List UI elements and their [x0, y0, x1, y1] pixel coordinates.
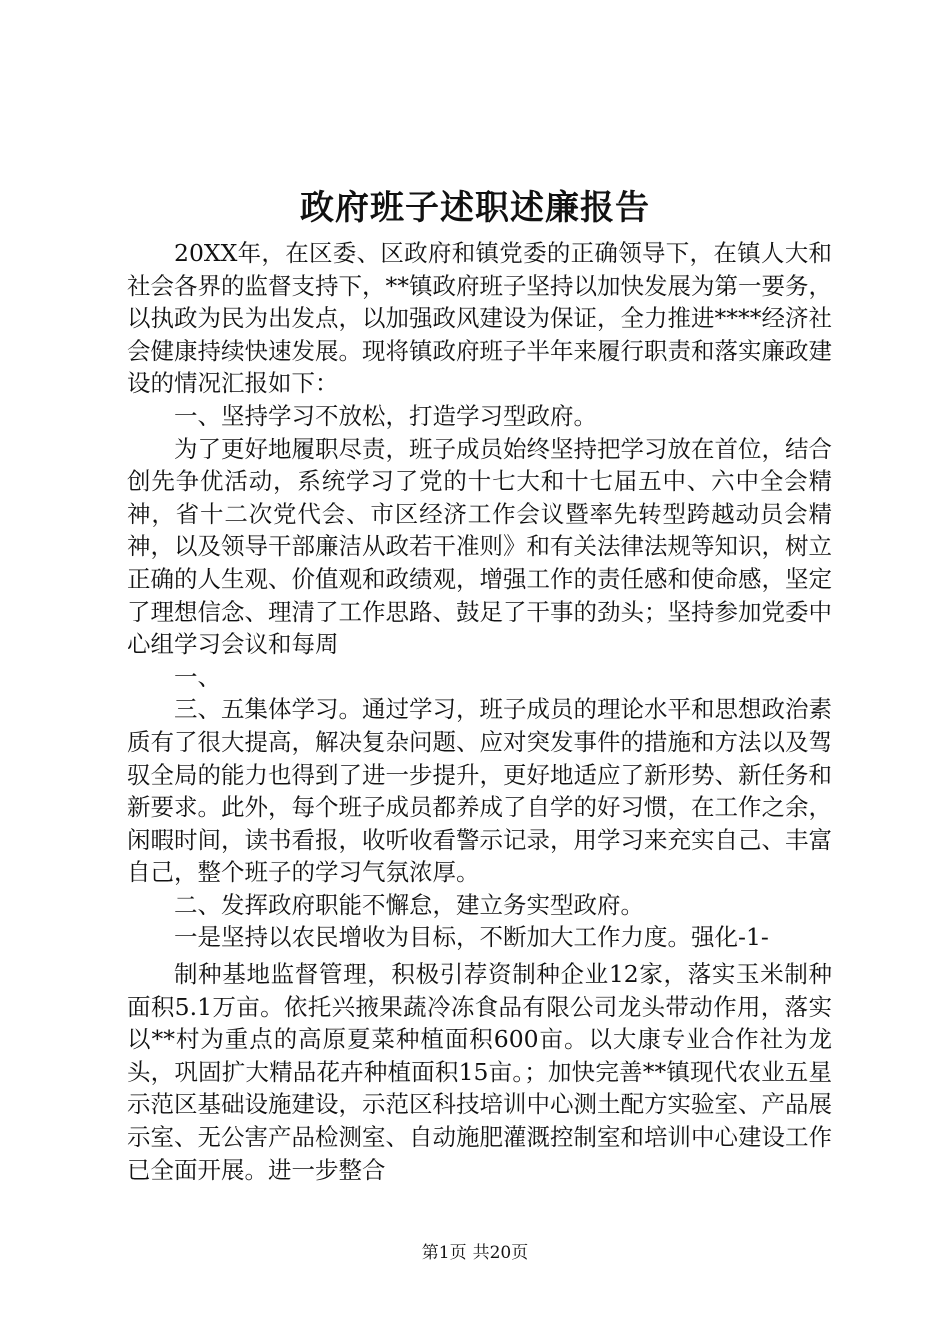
- paragraph-fragment: 一、: [174, 662, 221, 691]
- body-text-section-1: [127, 237, 832, 954]
- section-heading-2: 二、发挥政府职能不懈怠，建立务实型政府。: [174, 890, 644, 919]
- paragraph-study: 为了更好地履职尽责，班子成员始终坚持把学习放在首位，结合创先争优活动，系统学习了党的十七大和十七届五中、六中全会精神，省十二次党代会、市区经济工作会议暨率先转型跨越动员会精神，以及领导干部廉洁从政若干准则》和有关法律法规等知识，树立正确的人生观、价值观和政绩观，增强工作的责任感和使命感，坚定了理想信念、理清了工作思路、鼓足了干事的劲头；坚持参加党委中心组学习会议和每周: [127, 434, 832, 659]
- body-text-section-2: [127, 958, 832, 1186]
- page-footer: [0, 1241, 950, 1265]
- paragraph-collective-study: 三、五集体学习。通过学习，班子成员的理论水平和思想政治素质有了很大提高，解决复杂问题、应对突发事件的措施和方法以及驾驭全局的能力也得到了进一步提升，更好地适应了新形势、新任务和新要求。此外，每个班子成员都养成了自学的好习惯，在工作之余，闲暇时间，读书看报，收听收看警示记录，用学习来充实自己、丰富自己，整个班子的学习气氛浓厚。: [127, 695, 832, 887]
- page-number: 第1页: [421, 1243, 467, 1263]
- page-total: 共20页: [472, 1243, 529, 1263]
- section-heading-1: 一、坚持学习不放松，打造学习型政府。: [174, 401, 597, 430]
- paragraph-seed-base: 制种基地监督管理，积极引荐资制种企业12家，落实玉米制种面积5.1万亩。依托兴掖果蔬冷冻食品有限公司龙头带动作用，落实以**村为重点的高原夏菜种植面积600亩。以大康专业合作社为龙头，巩固扩大精品花卉种植面积15亩。；加快完善**镇现代农业五星示范区基础设施建设，示范区科技培训中心测土配方实验室、产品展示室、无公害产品检测室、自动施肥灌溉控制室和培训中心建设工作已全面开展。进一步整合: [127, 960, 832, 1184]
- paragraph-farmer-income: 一是坚持以农民增收为目标，不断加大工作力度。强化-1-: [174, 923, 769, 952]
- paragraph-intro: 20XX年，在区委、区政府和镇党委的正确领导下，在镇人大和社会各界的监督支持下，**镇政府班子坚持以加快发展为第一要务，以执政为民为出发点，以加强政风建设为保证，全力推进****经济社会健康持续快速发展。现将镇政府班子半年来履行职责和落实廉政建设的情况汇报如下：: [127, 239, 832, 398]
- document-title: 政府班子述职述廉报告: [300, 188, 650, 228]
